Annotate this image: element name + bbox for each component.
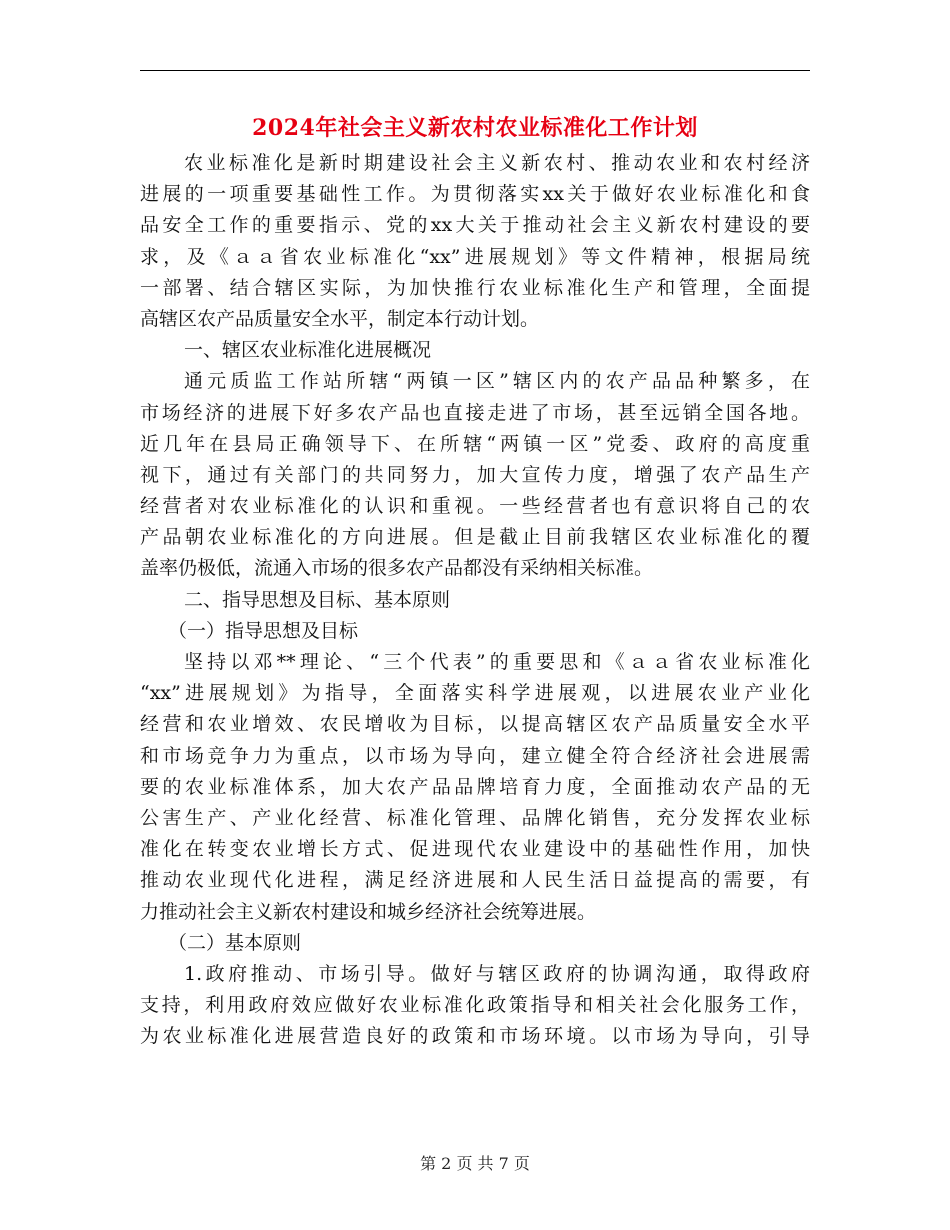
text-line: “xx”进展规划》为指导，全面落实科学进展观，以进展农业产业化 xyxy=(140,682,810,705)
text-line: 准化在转变农业增长方式、促进现代农业建设中的基础性作用，加快 xyxy=(140,838,810,861)
subheading-basic-principles xyxy=(140,928,810,959)
text-line: 品安全工作的重要指示、党的xx大关于推动社会主义新农村建设的要 xyxy=(140,214,810,237)
section-heading-guidance xyxy=(140,585,810,616)
text-line: 为农业标准化进展营造良好的政策和市场环境。以市场为导向，引导 xyxy=(140,1025,810,1048)
subheading-guidance-goals xyxy=(140,616,810,647)
paragraph-intro xyxy=(140,148,810,335)
text-line: 求，及《ａａ省农业标准化“xx”进展规划》等文件精神，根据局统 xyxy=(140,245,810,268)
text-line: 农业标准化是新时期建设社会主义新农村、推动农业和农村经济 xyxy=(184,152,810,174)
text-line: 高辖区农产品质量安全水平，制定本行动计划。 xyxy=(140,307,540,330)
header-rule xyxy=(140,70,810,71)
paragraph-guidance xyxy=(140,647,810,928)
text-line: 要的农业标准体系，加大农产品品牌培育力度，全面推动农产品的无 xyxy=(140,775,810,798)
page-number-footer: 第 2 页 共 7 页 xyxy=(420,1154,530,1173)
text-line: 支持，利用政府效应做好农业标准化政策指导和相关社会化服务工作， xyxy=(140,994,810,1017)
text-line: 公害生产、产业化经营、标准化管理、品牌化销售，充分发挥农业标 xyxy=(140,806,810,829)
text-line: 一部署、结合辖区实际，为加快推行农业标准化生产和管理，全面提 xyxy=(140,276,810,299)
section-heading-overview xyxy=(140,335,810,366)
text-line: 一、辖区农业标准化进展概况 xyxy=(184,339,432,362)
text-line: （二）基本原则 xyxy=(168,931,302,954)
document-body xyxy=(140,148,810,1052)
text-line: 力推动社会主义新农村建设和城乡经济社会统筹进展。 xyxy=(140,900,597,923)
text-line: 近几年在县局正确领导下、在所辖“两镇一区”党委、政府的高度重 xyxy=(140,432,810,455)
text-line: （一）指导思想及目标 xyxy=(168,619,359,642)
document-title: 2024年社会主义新农村农业标准化工作计划 xyxy=(252,115,698,141)
text-line: 二、指导思想及目标、基本原则 xyxy=(184,588,451,611)
text-line: 1.政府推动、市场引导。做好与辖区政府的协调沟通，取得政府 xyxy=(184,962,810,985)
text-line: 盖率仍极低，流通入市场的很多农产品都没有采纳相关标准。 xyxy=(140,557,654,580)
text-line: 经营和农业增效、农民增收为目标，以提高辖区农产品质量安全水平 xyxy=(140,713,810,736)
text-line: 通元质监工作站所辖“两镇一区”辖区内的农产品品种繁多，在 xyxy=(184,370,810,393)
text-line: 进展的一项重要基础性工作。为贯彻落实xx关于做好农业标准化和食 xyxy=(140,183,810,206)
text-line: 市场经济的进展下好多农产品也直接走进了市场，甚至远销全国各地。 xyxy=(140,401,810,424)
paragraph-overview xyxy=(140,366,810,584)
text-line: 坚持以邓**理论、“三个代表”的重要思和《ａａ省农业标准化 xyxy=(184,651,810,673)
text-line: 产品朝农业标准化的方向进展。但是截止目前我辖区农业标准化的覆 xyxy=(140,526,810,549)
paragraph-principle-1 xyxy=(140,959,810,1053)
text-line: 经营者对农业标准化的认识和重视。一些经营者也有意识将自己的农 xyxy=(140,495,810,518)
text-line: 推动农业现代化进程，满足经济进展和人民生活日益提高的需要，有 xyxy=(140,869,810,892)
text-line: 和市场竞争力为重点，以市场为导向，建立健全符合经济社会进展需 xyxy=(140,744,810,767)
text-line: 视下，通过有关部门的共同努力，加大宣传力度，增强了农产品生产 xyxy=(140,463,810,486)
